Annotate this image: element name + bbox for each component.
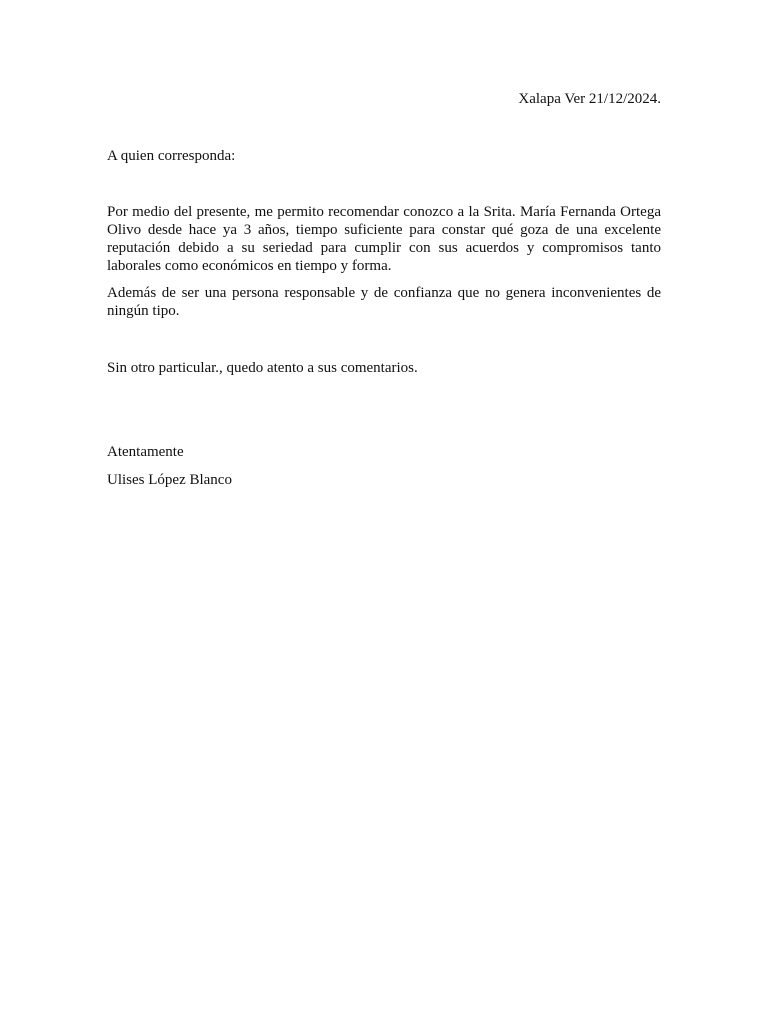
paragraph-responsibility: Además de ser una persona responsable y de confianza que no genera inconvenientes de ningún tipo. bbox=[107, 285, 661, 319]
closing-line: Sin otro particular., quedo atento a sus comentarios. bbox=[107, 360, 418, 376]
regards: Atentamente bbox=[107, 444, 184, 460]
salutation: A quien corresponda: bbox=[107, 148, 236, 164]
paragraph-recommendation: Por medio del presente, me permito recomendar conozco a la Srita. María Fernanda Ortega Olivo desde hace ya 3 años, tiempo suficiente para constar qué goza de una excelente reputación debido a su seriedad para cumplir con sus acuerdos y compromisos tanto laborales como económicos en tiempo y forma. bbox=[107, 204, 661, 274]
letter-body bbox=[107, 90, 661, 489]
date-line: Xalapa Ver 21/12/2024. bbox=[518, 91, 661, 107]
signer-name: Ulises López Blanco bbox=[107, 472, 232, 488]
